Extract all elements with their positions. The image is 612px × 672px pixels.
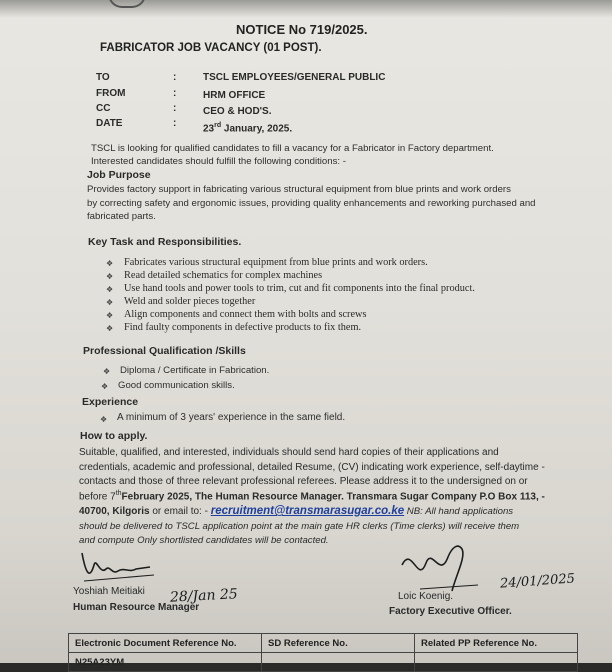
executive-title: Factory Executive Officer. <box>389 606 512 617</box>
apply-line-7: and compute Only shortlisted candidates will be contacted. <box>79 535 329 546</box>
table-header-cell: Related PP Reference No. <box>415 634 578 653</box>
memo-to-colon: : <box>173 72 177 83</box>
vacancy-title: FABRICATOR JOB VACANCY (01 POST). <box>100 42 322 54</box>
table-row <box>69 653 578 672</box>
job-purpose-line-2: by correcting safety and ergonomic issues, providing quality enhancements and reworking purchased and <box>87 198 536 209</box>
memo-from-colon: : <box>173 88 177 99</box>
key-tasks-heading: Key Task and Responsibilities. <box>88 236 242 248</box>
memo-date-value: 23rd January, 2025. <box>203 122 293 135</box>
memo-from-value: HRM OFFICE <box>203 90 266 101</box>
task-item: Find faulty components in defective products to fix them. <box>124 322 362 333</box>
table-cell <box>415 653 578 672</box>
hr-handwritten-date: 28/Jan 25 <box>169 586 239 606</box>
job-purpose-heading: Job Purpose <box>87 169 151 181</box>
diamond-bullet-icon: ❖ <box>106 272 114 281</box>
memo-date-colon: : <box>173 118 177 129</box>
qualification-item: Diploma / Certificate in Fabrication. <box>120 365 270 376</box>
document-reference-table <box>68 633 578 672</box>
table-header-row <box>69 634 578 653</box>
how-to-apply-heading: How to apply. <box>80 430 148 442</box>
job-purpose-line-1: Provides factory support in fabricating various structural equipment from blue prints and work orders <box>87 184 511 195</box>
diamond-bullet-icon: ❖ <box>106 298 114 307</box>
apply-line-5: 40700, Kilgoris or email to: - recruitment@transmarasugar.co.ke NB: All hand applications <box>79 505 514 517</box>
memo-cc-label: CC <box>96 103 111 114</box>
executive-handwritten-date: 24/01/2025 <box>499 571 576 592</box>
notice-number: NOTICE No 719/2025. <box>236 22 368 37</box>
qualification-item: Good communication skills. <box>118 380 235 391</box>
task-item: Align components and connect them with bolts and screws <box>124 309 367 320</box>
table-header-cell: Electronic Document Reference No. <box>69 634 262 653</box>
memo-cc-colon: : <box>173 103 177 114</box>
recruitment-email-link[interactable]: recruitment@transmarasugar.co.ke <box>210 505 405 517</box>
experience-item: A minimum of 3 years' experience in the same field. <box>117 412 346 423</box>
diamond-bullet-icon: ❖ <box>101 382 109 391</box>
diamond-bullet-icon: ❖ <box>103 367 111 376</box>
memo-from-label: FROM <box>96 88 126 99</box>
experience-heading: Experience <box>82 396 139 408</box>
task-item: Use hand tools and power tools to trim, cut and fit components into the final product. <box>124 283 475 294</box>
job-purpose-line-3: fabricated parts. <box>87 211 156 222</box>
top-shadow <box>0 0 612 18</box>
memo-date-label: DATE <box>96 118 123 129</box>
apply-line-6: should be delivered to TSCL application point at the main gate HR clerks (Time clerks) will receive them <box>79 521 520 532</box>
executive-name: Loic Koenig. <box>398 591 454 602</box>
memo-to-label: TO <box>96 72 110 83</box>
table-header-cell: SD Reference No. <box>262 634 415 653</box>
apply-line-3: contacts and those of three relevant professional referees. Please address it to the undersigned on or <box>79 476 528 487</box>
hr-manager-signature <box>78 545 158 585</box>
diamond-bullet-icon: ❖ <box>106 285 114 294</box>
hr-manager-title: Human Resource Manager <box>73 602 200 613</box>
task-item: Weld and solder pieces together <box>124 296 256 307</box>
hr-manager-name: Yoshiah Meitiaki <box>73 586 145 597</box>
memo-to-value: TSCL EMPLOYEES/GENERAL PUBLIC <box>203 72 386 83</box>
apply-line-1: Suitable, qualified, and interested, individuals should send hard copies of their applications and <box>79 447 499 458</box>
diamond-bullet-icon: ❖ <box>106 324 114 333</box>
table-cell: N25A23YM <box>69 653 262 672</box>
apply-line-4: before 7thFebruary 2025, The Human Resource Manager. Transmara Sugar Company P.O Box 113, - <box>79 490 545 503</box>
diamond-bullet-icon: ❖ <box>106 259 114 268</box>
task-item: Fabricates various structural equipment from blue prints and work orders. <box>124 257 428 268</box>
qualifications-heading: Professional Qualification /Skills <box>83 345 246 357</box>
intro-line-1: TSCL is looking for qualified candidates to fill a vacancy for a Fabricator in Factory department. <box>91 143 494 154</box>
intro-line-2: Interested candidates should fulfill the following conditions: - <box>91 156 346 167</box>
diamond-bullet-icon: ❖ <box>106 311 114 320</box>
task-item: Read detailed schematics for complex machines <box>124 270 323 281</box>
table-cell <box>262 653 415 672</box>
diamond-bullet-icon: ❖ <box>100 415 108 424</box>
executive-signature <box>392 535 482 595</box>
memo-cc-value: CEO & HOD'S. <box>203 106 272 117</box>
apply-line-2: credentials, academic and professional, detailed Resume, (CV) indicating work experience, self-daytime - <box>79 462 545 473</box>
